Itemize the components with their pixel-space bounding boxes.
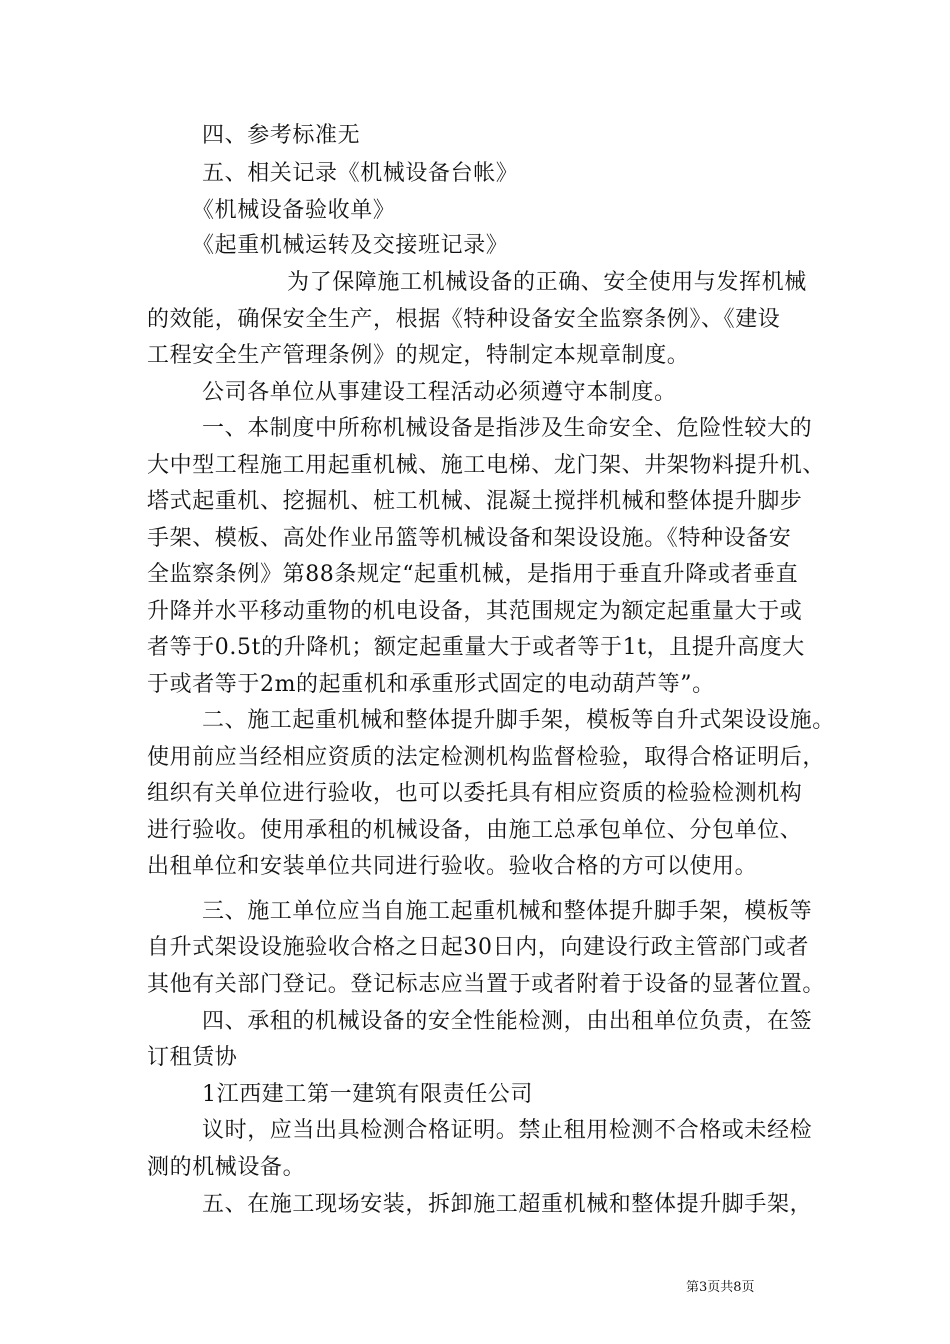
text-line-10: 大中型工程施工用起重机械、施工电梯、龙门架、井架物料提升机、 <box>147 453 826 478</box>
text-line-8: 公司各单位从事建设工程活动必须遵守本制度。 <box>202 380 677 405</box>
text-line-16: 于或者等于2m的起重机和承重形式固定的电动葫芦等”。 <box>147 672 715 697</box>
text-line-28: 议时，应当出具检测合格证明。禁止租用检测不合格或未经检 <box>202 1118 813 1143</box>
text-line-6: 的效能，确保安全生产，根据《特种设备安全监察条例》、《建设 <box>147 307 781 332</box>
text-line-13: 全监察条例》第88条规定“起重机械，是指用于垂直升降或者垂直 <box>147 562 799 587</box>
text-line-12: 手架、模板、高处作业吊篮等机械设备和架设设施。《特种设备安 <box>147 526 792 551</box>
text-line-2: 五、相关记录《机械设备台帐》 <box>202 161 519 186</box>
text-line-4: 《起重机械运转及交接班记录》 <box>192 233 509 258</box>
page-number: 第3页共8页 <box>686 1280 755 1295</box>
text-line-22: 三、施工单位应当自施工起重机械和整体提升脚手架，模板等 <box>202 899 813 924</box>
text-line-15: 者等于0.5t的升降机；额定起重量大于或者等于1t，且提升高度大 <box>147 635 805 660</box>
text-line-25: 四、承租的机械设备的安全性能检测，由出租单位负责，在签 <box>202 1009 813 1034</box>
text-line-26: 订租赁协 <box>147 1045 238 1070</box>
text-line-11: 塔式起重机、挖掘机、桩工机械、混凝土搅拌机械和整体提升脚步 <box>147 489 803 514</box>
text-line-23: 自升式架设设施验收合格之日起30日内，向建设行政主管部门或者 <box>147 935 809 960</box>
text-line-17: 二、施工起重机械和整体提升脚手架，模板等自升式架设设施。 <box>202 708 835 733</box>
text-line-30: 五、在施工现场安装，拆卸施工超重机械和整体提升脚手架， <box>202 1192 813 1217</box>
text-line-24: 其他有关部门登记。登记标志应当置于或者附着于设备的显著位置。 <box>147 972 826 997</box>
text-line-5: 为了保障施工机械设备的正确、安全使用与发挥机械 <box>287 270 807 295</box>
text-line-7: 工程安全生产管理条例》的规定，特制定本规章制度。 <box>147 343 690 368</box>
text-line-18: 使用前应当经相应资质的法定检测机构监督检验，取得合格证明后， <box>147 745 826 770</box>
text-line-20: 进行验收。使用承租的机械设备，由施工总承包单位、分包单位、 <box>147 818 803 843</box>
text-line-19: 组织有关单位进行验收，也可以委托具有相应资质的检验检测机构 <box>147 781 803 806</box>
text-line-29: 测的机械设备。 <box>147 1155 306 1180</box>
text-line-1: 四、参考标准无 <box>202 123 361 148</box>
text-line-9: 一、本制度中所称机械设备是指涉及生命安全、危险性较大的 <box>202 416 813 441</box>
text-line-14: 升降并水平移动重物的机电设备，其范围规定为额定起重量大于或 <box>147 599 803 624</box>
company-footnote: 1江西建工第一建筑有限责任公司 <box>202 1082 533 1107</box>
text-line-3: 《机械设备验收单》 <box>192 198 396 223</box>
text-line-21: 出租单位和安装单位共同进行验收。验收合格的方可以使用。 <box>147 854 758 879</box>
